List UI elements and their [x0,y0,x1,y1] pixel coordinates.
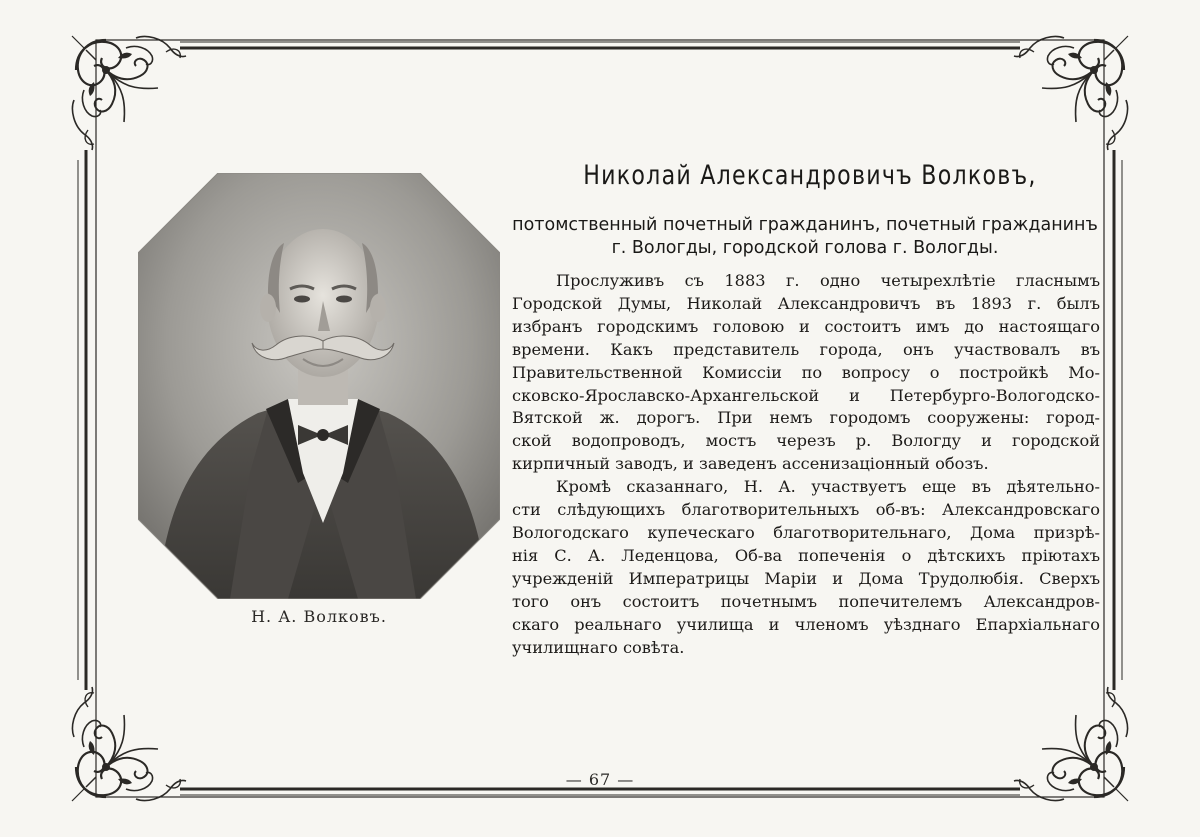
text-line: учрежденій Императрицы Маріи и Дома Трудолюбія. Сверхъ [512,568,1100,588]
text-line: времени. Какъ представитель города, онъ участвовалъ въ [512,339,1100,359]
text-line: нія С. А. Леденцова, Об-ва попеченія о дѣтскихъ пріютахъ [512,545,1100,565]
text-line: Кромѣ сказаннаго, Н. А. участвуетъ еще въ дѣятельно- [556,477,1100,497]
text-line: скаго реальнаго училища и членомъ уѣзднаго Епархіальнаго [512,614,1100,634]
portrait-photo [138,173,500,599]
text-line: сковско-Ярославско-Архангельской и Петербурго-Вологодско- [512,385,1100,405]
page-number: — 67 — [565,770,635,789]
text-line: избранъ городскимъ головою и состоитъ имъ до настоящаго [512,316,1100,336]
portrait-caption: Н. А. Волковъ. [251,607,387,626]
text-line: Городской Думы, Николай Александровичъ въ 1893 г. былъ [512,293,1100,313]
text-line: училищнаго совѣта. [512,637,685,657]
text-line: ской водопроводъ, мостъ черезъ р. Вологду и городской [512,431,1100,451]
subtitle [505,214,1105,260]
text-line: Прослуживъ съ 1883 г. одно четырехлѣтіе гласнымъ [556,271,1100,290]
subtitle-line: потомственный почетный гражданинъ, почетный гражданинъ [512,215,1098,235]
text-line: Вологодскаго купеческаго благотворительнаго, Дома призрѣ- [512,522,1100,542]
text-line: кирпичный заводъ, и заведенъ ассенизаціонный обозъ. [512,454,989,474]
text-line: Правительственной Комиссіи по вопросу о постройкѣ Мо- [512,362,1100,382]
text-line: сти слѣдующихъ благотворительныхъ об-въ: Александровскаго [512,500,1100,520]
text-line: того онъ состоитъ почетнымъ попечителемъ Александров- [512,591,1100,611]
subtitle-line: г. Вологды, городской голова г. Вологды. [611,238,999,258]
biography-text [512,270,1100,659]
page-title: Николай Александровичъ Волковъ, [583,160,1037,191]
text-line: Вятской ж. дорогъ. При немъ городомъ сооружены: город- [512,408,1100,428]
